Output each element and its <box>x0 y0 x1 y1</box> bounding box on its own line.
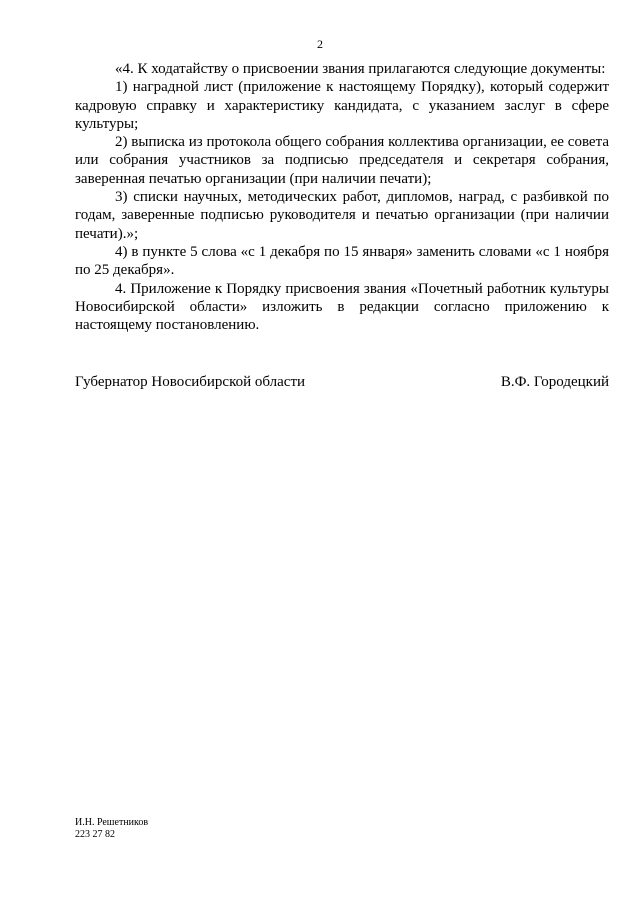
executor-phone: 223 27 82 <box>75 829 115 840</box>
signatory-position: Губернатор Новосибирской области <box>75 374 306 390</box>
paragraph-date-change: 4) в пункте 5 слова «с 1 декабря по 15 января» заменить словами «с 1 ноября по 25 декабря». <box>75 243 609 279</box>
paragraph-works-list: 3) списки научных, методических работ, дипломов, наград, с разбивкой по годам, заверенные подписью руководителя и печатью организации (при наличии печати).»; <box>75 189 609 242</box>
document-body <box>75 60 609 334</box>
paragraph-protocol-extract: 2) выписка из протокола общего собрания коллектива организации, ее совета или собрания участников за подписью председателя и секретаря собрания, заверенная печатью организации (при наличии печати); <box>75 134 609 187</box>
paragraph-item-4-intro: «4. К ходатайству о присвоении звания прилагаются следующие документы: <box>115 61 606 77</box>
executor-block <box>75 817 148 841</box>
page-number: 2 <box>317 37 323 51</box>
signature-block <box>75 373 609 391</box>
signatory-name: В.Ф. Городецкий <box>500 374 609 390</box>
paragraph-appendix: 4. Приложение к Порядку присвоения звания «Почетный работник культуры Новосибирской области» изложить в редакции согласно приложению к настоящему постановлению. <box>75 280 609 334</box>
paragraph-award-sheet: 1) наградной лист (приложение к настоящему Порядку), который содержит кадровую справку и характеристику кандидата, с указанием заслуг в сфере культуры; <box>75 79 609 132</box>
executor-name: И.Н. Решетников <box>75 817 149 828</box>
